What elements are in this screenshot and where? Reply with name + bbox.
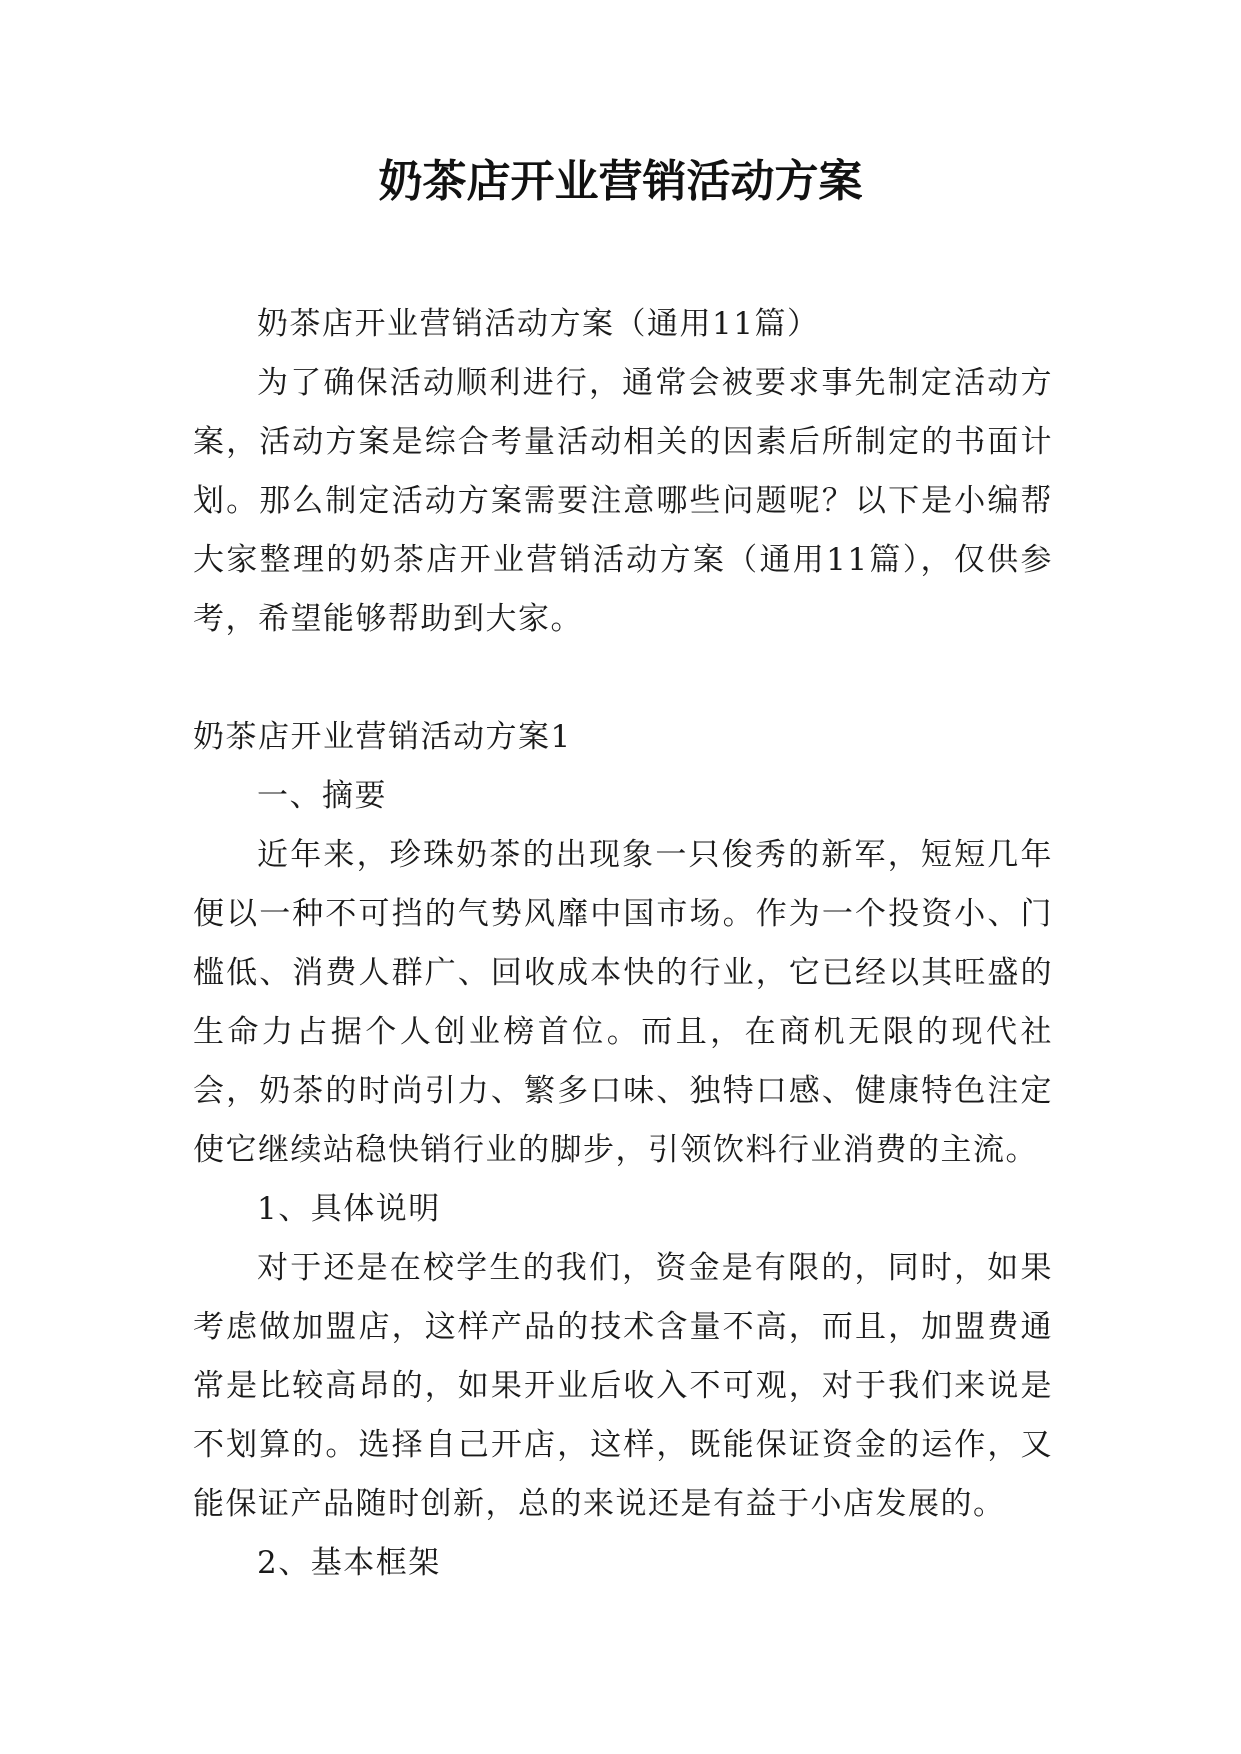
- document-body: [193, 295, 1053, 1593]
- subtitle-paragraph: 奶茶店开业营销活动方案（通用11篇）: [257, 306, 820, 342]
- subsection-heading-framework: 2、基本框架: [257, 1545, 441, 1581]
- subsection-heading-summary: 一、摘要: [257, 778, 387, 814]
- document-title: 奶茶店开业营销活动方案: [378, 156, 863, 207]
- summary-paragraph: 近年来，珍珠奶茶的出现象一只俊秀的新军，短短几年便以一种不可挡的气势风靡中国市场。作为一个投资小、门槛低、消费人群广、回收成本快的行业，它已经以其旺盛的生命力占据个人创业榜首位。而且，在商机无限的现代社会，奶茶的时尚引力、繁多口味、独特口感、健康特色注定使它继续站稳快销行业的脚步，引领饮料行业消费的主流。: [193, 837, 1053, 1168]
- details-paragraph: 对于还是在校学生的我们，资金是有限的，同时，如果考虑做加盟店，这样产品的技术含量不高，而且，加盟费通常是比较高昂的，如果开业后收入不可观，对于我们来说是不划算的。选择自己开店，这样，既能保证资金的运作，又能保证产品随时创新，总的来说还是有益于小店发展的。: [193, 1250, 1053, 1522]
- subsection-heading-details: 1、具体说明: [257, 1191, 441, 1227]
- section-heading: 奶茶店开业营销活动方案1: [193, 719, 572, 755]
- intro-paragraph: 为了确保活动顺利进行，通常会被要求事先制定活动方案，活动方案是综合考量活动相关的因素后所制定的书面计划。那么制定活动方案需要注意哪些问题呢？以下是小编帮大家整理的奶茶店开业营销活动方案（通用11篇），仅供参考，希望能够帮助到大家。: [193, 365, 1053, 637]
